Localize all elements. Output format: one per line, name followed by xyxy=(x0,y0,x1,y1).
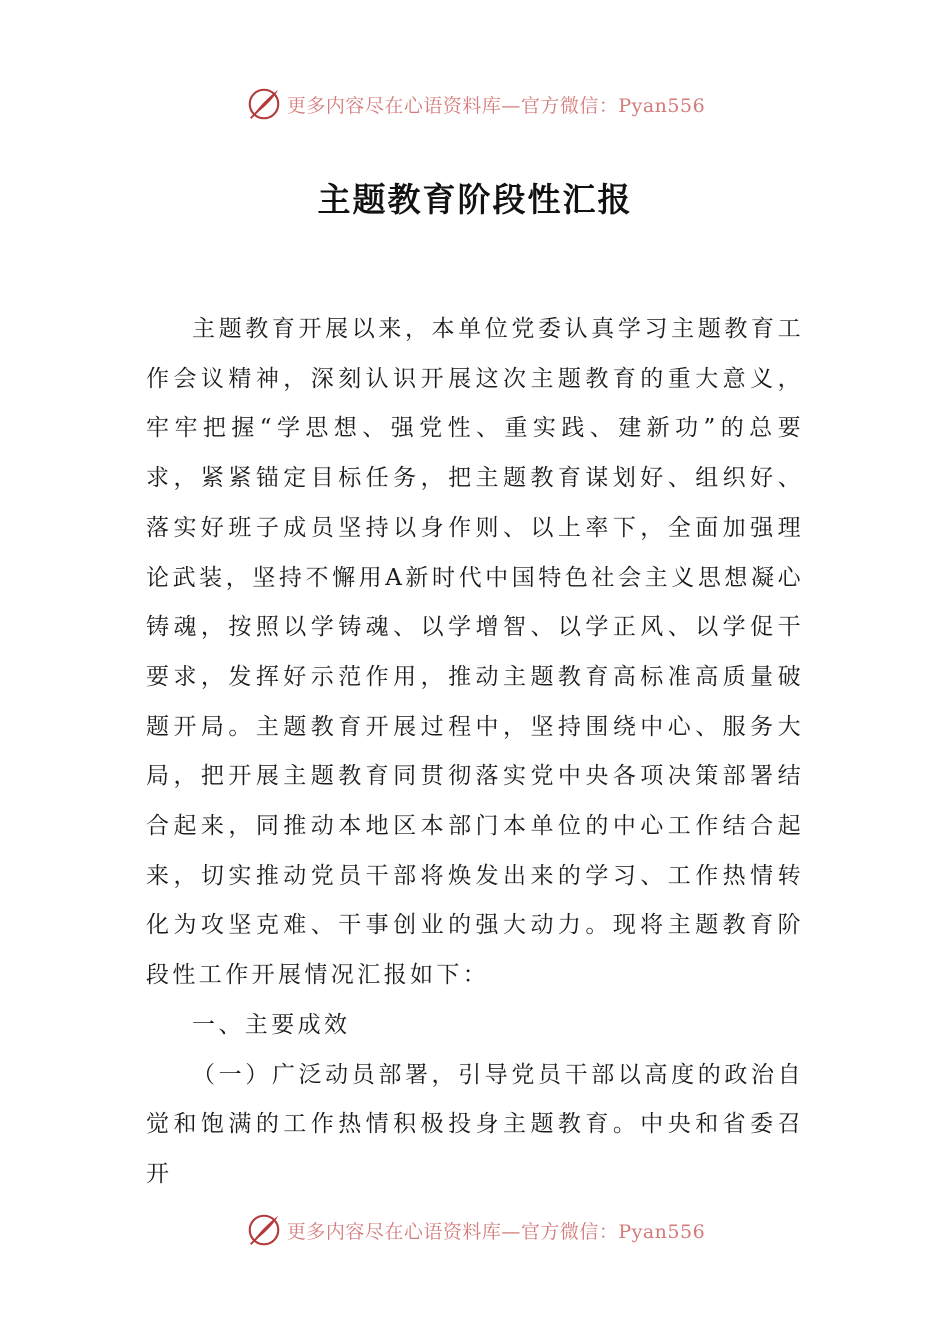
intro-paragraph: 主题教育开展以来，本单位党委认真学习主题教育工作会议精神，深刻认识开展这次主题教育的重大意义，牢牢把握“学思想、强党性、重实践、建新功”的总要求，紧紧锚定目标任务，把主题教育谋划好、组织好、落实好班子成员坚持以身作则、以上率下，全面加强理论武装，坚持不懈用A新时代中国特色社会主义思想凝心铸魂，按照以学铸魂、以学增智、以学正风、以学促干要求，发挥好示范作用，推动主题教育高标准高质量破题开局。主题教育开展过程中，坚持围绕中心、服务大局，把开展主题教育同贯彻落实党中央各项决策部署结合起来，同推动本地区本部门本单位的中心工作结合起来，切实推动党员干部将焕发出来的学习、工作热情转化为攻坚克难、干事创业的强大动力。现将主题教育阶段性工作开展情况汇报如下： xyxy=(146,316,804,989)
footer-watermark xyxy=(0,1208,950,1252)
watermark-text: 更多内容尽在心语资料库—官方微信：Pyan556 xyxy=(286,94,706,117)
quill-pen-circle-icon xyxy=(245,1211,283,1249)
watermark-text: 更多内容尽在心语资料库—官方微信：Pyan556 xyxy=(286,1220,706,1243)
section-heading: 一、主要成效 xyxy=(192,1011,351,1038)
quill-pen-circle-icon xyxy=(245,85,283,123)
subsection-paragraph: （一）广泛动员部署，引导党员干部以高度的政治自觉和饱满的工作热情积极投身主题教育。中央和省委召开 xyxy=(146,1061,804,1187)
document-title: 主题教育阶段性汇报 xyxy=(317,180,633,219)
header-watermark xyxy=(0,82,950,126)
document-body xyxy=(146,305,804,1200)
